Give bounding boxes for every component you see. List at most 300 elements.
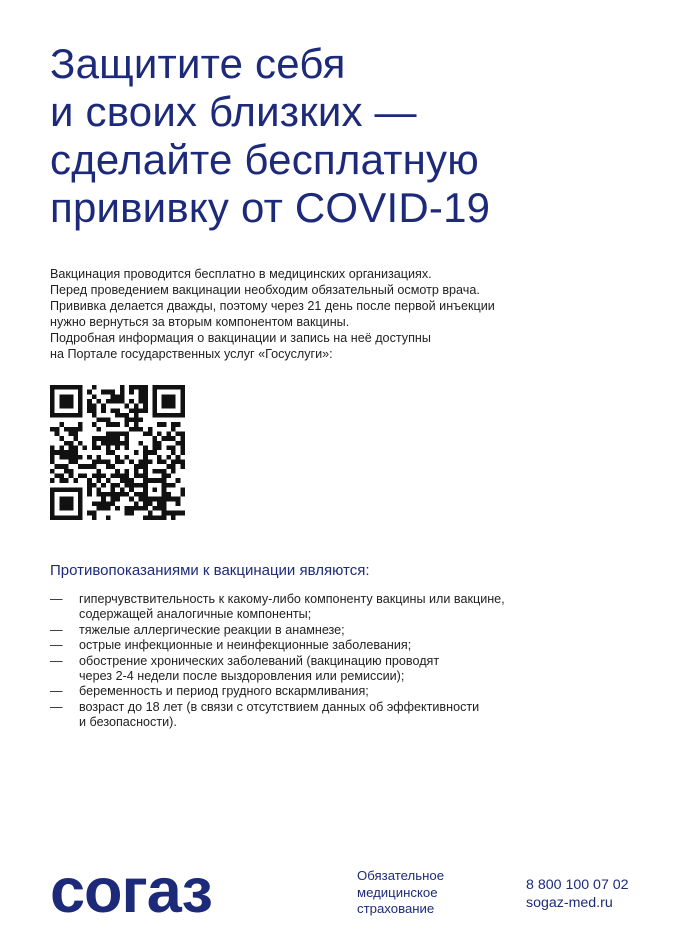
qr-module [180,432,185,437]
qr-module [143,432,148,437]
qr-module [166,483,171,488]
intro-line: на Портале государственных услуг «Госуслуги»: [50,347,333,361]
qr-module [162,497,167,502]
qr-module [143,506,148,511]
dash-bullet: — [50,592,63,606]
qr-module [92,408,97,413]
qr-module [87,464,92,469]
qr-module [180,450,185,455]
qr-module [55,487,60,492]
qr-module [50,487,55,492]
qr-module [50,515,55,520]
qr-module [106,478,111,483]
qr-module [69,413,74,418]
qr-module [111,436,116,441]
qr-module [73,413,78,418]
qr-module [143,469,148,474]
qr-module [87,478,92,483]
qr-module [176,441,181,446]
qr-module [134,413,139,418]
qr-module [92,511,97,516]
contraindications-list [50,592,650,731]
qr-module [111,483,116,488]
qr-module [69,404,74,409]
qr-module [166,511,171,516]
qr-module [50,506,55,511]
qr-module [59,404,64,409]
qr-module [92,464,97,469]
qr-module [115,394,120,399]
qr-module [115,432,120,437]
list-item-line: тяжелые аллергические реакции в анамнезе; [79,622,345,637]
qr-module [106,399,111,404]
qr-module [92,473,97,478]
qr-module [69,455,74,460]
qr-module [176,501,181,506]
qr-module [176,511,181,516]
sogaz-logo [50,866,300,920]
qr-module [171,413,176,418]
qr-module [97,459,102,464]
qr-module [129,478,134,483]
qr-module [92,436,97,441]
qr-module [55,385,60,390]
qr-module [138,459,143,464]
qr-module [180,436,185,441]
qr-module [115,455,120,460]
list-item [50,654,650,685]
qr-module [78,487,83,492]
qr-module [64,385,69,390]
qr-module [157,497,162,502]
qr-module [124,413,129,418]
qr-module [111,501,116,506]
qr-module [162,394,167,399]
qr-module [134,450,139,455]
qr-module [134,492,139,497]
qr-module [111,492,116,497]
qr-module [166,404,171,409]
qr-module [101,483,106,488]
qr-module [129,385,134,390]
qr-module [162,506,167,511]
qr-module [134,418,139,423]
qr-module [143,385,148,390]
qr-module [64,506,69,511]
qr-module [124,483,129,488]
qr-module [106,390,111,395]
list-item [50,700,650,731]
qr-module [166,436,171,441]
qr-module [106,450,111,455]
list-item-line: гиперчувствительность к какому-либо компоненту вакцины или вакцине, [79,592,505,606]
qr-module [157,432,162,437]
qr-module [106,432,111,437]
qr-module [152,408,157,413]
list-item-line: обострение хронических заболеваний (вакцинацию проводят [79,653,440,668]
qr-module [171,450,176,455]
qr-module [59,473,64,478]
qr-module [157,422,162,427]
qr-module [152,404,157,409]
qr-module [101,501,106,506]
qr-module [120,390,125,395]
qr-module [120,487,125,492]
qr-module [55,515,60,520]
qr-module [143,492,148,497]
qr-module [59,422,64,427]
qr-module [120,432,125,437]
qr-module [64,497,69,502]
qr-module [120,394,125,399]
qr-module [64,469,69,474]
qr-module [138,483,143,488]
contacts [526,877,629,912]
qr-module [152,399,157,404]
qr-module [55,464,60,469]
list-item-line: и безопасности). [79,715,177,730]
qr-module [101,506,106,511]
qr-module [69,394,74,399]
qr-module [101,497,106,502]
qr-module [59,515,64,520]
qr-module [152,487,157,492]
qr-module [157,506,162,511]
qr-module [143,446,148,451]
qr-module [148,497,153,502]
headline [50,40,650,232]
qr-module [83,473,88,478]
qr-module [180,390,185,395]
qr-module [148,450,153,455]
qr-module [129,459,134,464]
qr-module [143,408,148,413]
qr-module [115,492,120,497]
qr-module [148,478,153,483]
qr-module [157,441,162,446]
qr-module [157,413,162,418]
qr-module [180,492,185,497]
headline-line: прививку от COVID-19 [50,184,491,231]
qr-module [129,418,134,423]
qr-module [97,469,102,474]
qr-module [171,483,176,488]
qr-module [120,492,125,497]
qr-module [152,450,157,455]
qr-module [111,432,116,437]
qr-module [129,497,134,502]
qr-module [176,385,181,390]
list-item-line: возраст до 18 лет (в связи с отсутствием данных об эффективности [79,699,480,714]
insurance-line: Обязательное [357,868,445,883]
qr-module [138,497,143,502]
qr-module [50,469,55,474]
qr-module [55,413,60,418]
qr-module [143,459,148,464]
qr-module [92,441,97,446]
qr-module [124,441,129,446]
qr-module [171,404,176,409]
qr-module [64,487,69,492]
qr-module [180,404,185,409]
qr-module [124,455,129,460]
qr-module [129,427,134,432]
qr-module [92,413,97,418]
qr-module [78,464,83,469]
phone-number[interactable]: 8 800 100 07 02 [526,877,629,893]
qr-module [106,422,111,427]
qr-module [78,422,83,427]
qr-module [106,418,111,423]
qr-module [134,422,139,427]
qr-module [152,506,157,511]
qr-module [83,464,88,469]
qr-module [92,515,97,520]
qr-module [69,450,74,455]
qr-module [176,422,181,427]
qr-module [176,497,181,502]
qr-module [101,473,106,478]
qr-module [157,469,162,474]
qr-module [162,436,167,441]
qr-module [134,501,139,506]
qr-module [106,506,111,511]
qr-module [162,404,167,409]
qr-module [50,427,55,432]
qr-module [115,408,120,413]
qr-module [171,469,176,474]
qr-module [92,459,97,464]
qr-module [171,497,176,502]
qr-module [129,390,134,395]
qr-module [69,446,74,451]
qr-module [50,394,55,399]
qr-module [111,399,116,404]
qr-module [64,478,69,483]
qr-module [143,515,148,520]
qr-module [152,441,157,446]
qr-module [148,511,153,516]
qr-module [64,455,69,460]
qr-module [97,506,102,511]
qr-module [171,385,176,390]
qr-code-icon[interactable] [50,385,185,520]
qr-module [115,483,120,488]
qr-module [134,385,139,390]
qr-module [87,404,92,409]
list-item [50,623,650,638]
qr-module [124,422,129,427]
qr-module [101,459,106,464]
insurance-label [357,868,444,918]
list-item-line: через 2-4 недели после выздоровления или ремиссии); [79,669,405,684]
qr-module [59,455,64,460]
qr-module [180,459,185,464]
qr-module [162,515,167,520]
qr-module [166,446,171,451]
list-item [50,638,650,653]
qr-module [157,478,162,483]
qr-module [50,492,55,497]
qr-module [59,385,64,390]
qr-module [87,492,92,497]
qr-module [152,413,157,418]
qr-module [152,436,157,441]
qr-module [78,404,83,409]
qr-module [115,441,120,446]
qr-module [111,473,116,478]
qr-module [138,418,143,423]
qr-module [69,515,74,520]
qr-module [115,436,120,441]
qr-module [101,408,106,413]
qr-module [50,446,55,451]
qr-module [83,446,88,451]
qr-module [69,497,74,502]
qr-module [69,427,74,432]
qr-module [138,408,143,413]
qr-module [64,515,69,520]
qr-module [69,506,74,511]
qr-module [97,487,102,492]
qr-module [64,501,69,506]
qr-module [73,478,78,483]
qr-module [111,422,116,427]
qr-module [171,515,176,520]
qr-module [157,455,162,460]
qr-module [78,390,83,395]
qr-module [171,511,176,516]
qr-module [111,464,116,469]
qr-module [171,459,176,464]
qr-module [78,408,83,413]
qr-module [162,511,167,516]
qr-module [50,385,55,390]
qr-module [106,441,111,446]
qr-module [115,399,120,404]
qr-module [134,464,139,469]
qr-module [171,464,176,469]
qr-module [134,483,139,488]
qr-module [124,432,129,437]
qr-module [92,385,97,390]
qr-module [59,394,64,399]
qr-module [50,459,55,464]
qr-module [152,446,157,451]
qr-module [166,399,171,404]
qr-module [138,390,143,395]
qr-module [180,446,185,451]
qr-module [55,473,60,478]
qr-module [138,399,143,404]
qr-module [69,487,74,492]
qr-module [64,464,69,469]
qr-module [120,385,125,390]
qr-module [87,408,92,413]
qr-module [50,501,55,506]
qr-module [124,492,129,497]
qr-module [162,422,167,427]
qr-module [143,399,148,404]
qr-module [106,446,111,451]
qr-module [73,515,78,520]
dash-bullet: — [50,699,63,714]
qr-module [166,432,171,437]
qr-module [101,436,106,441]
qr-module [124,506,129,511]
dash-bullet: — [50,638,63,653]
qr-module [92,394,97,399]
dash-bullet: — [50,622,63,637]
qr-module [59,436,64,441]
qr-module [73,436,78,441]
qr-module [92,404,97,409]
qr-module [78,473,83,478]
insurance-line: медицинское [357,884,438,900]
qr-module [129,511,134,516]
qr-module [64,427,69,432]
qr-module [176,432,181,437]
qr-module [157,501,162,506]
qr-module [69,473,74,478]
qr-module [162,487,167,492]
qr-module [87,487,92,492]
qr-module [97,436,102,441]
qr-module [115,473,120,478]
qr-module [115,446,120,451]
qr-module [111,487,116,492]
qr-module [157,446,162,451]
qr-module [115,506,120,511]
qr-module [176,478,181,483]
qr-module [124,404,129,409]
qr-module [59,399,64,404]
qr-module [97,455,102,460]
qr-module [162,385,167,390]
qr-module [124,511,129,516]
qr-module [143,497,148,502]
qr-module [152,515,157,520]
qr-module [152,394,157,399]
qr-module [111,390,116,395]
qr-module [134,473,139,478]
qr-module [50,404,55,409]
qr-module [78,497,83,502]
qr-module [55,450,60,455]
qr-module [166,473,171,478]
qr-module [180,399,185,404]
qr-module [143,487,148,492]
qr-module [124,436,129,441]
qr-module [115,459,120,464]
qr-module [120,413,125,418]
list-item-line: острые инфекционные и неинфекционные заболевания; [79,638,412,653]
qr-module [124,469,129,474]
qr-module [59,446,64,451]
qr-module [162,483,167,488]
qr-module [176,413,181,418]
intro-line: Прививка делается дважды, поэтому через 21 день после первой инъекции [50,299,495,313]
qr-module [180,408,185,413]
qr-module [111,441,116,446]
qr-module [73,459,78,464]
website-link[interactable]: sogaz-med.ru [526,894,613,911]
headline-line: сделайте бесплатную [50,136,479,183]
qr-module [69,441,74,446]
dash-bullet: — [50,684,63,699]
qr-module [171,446,176,451]
qr-module [143,473,148,478]
